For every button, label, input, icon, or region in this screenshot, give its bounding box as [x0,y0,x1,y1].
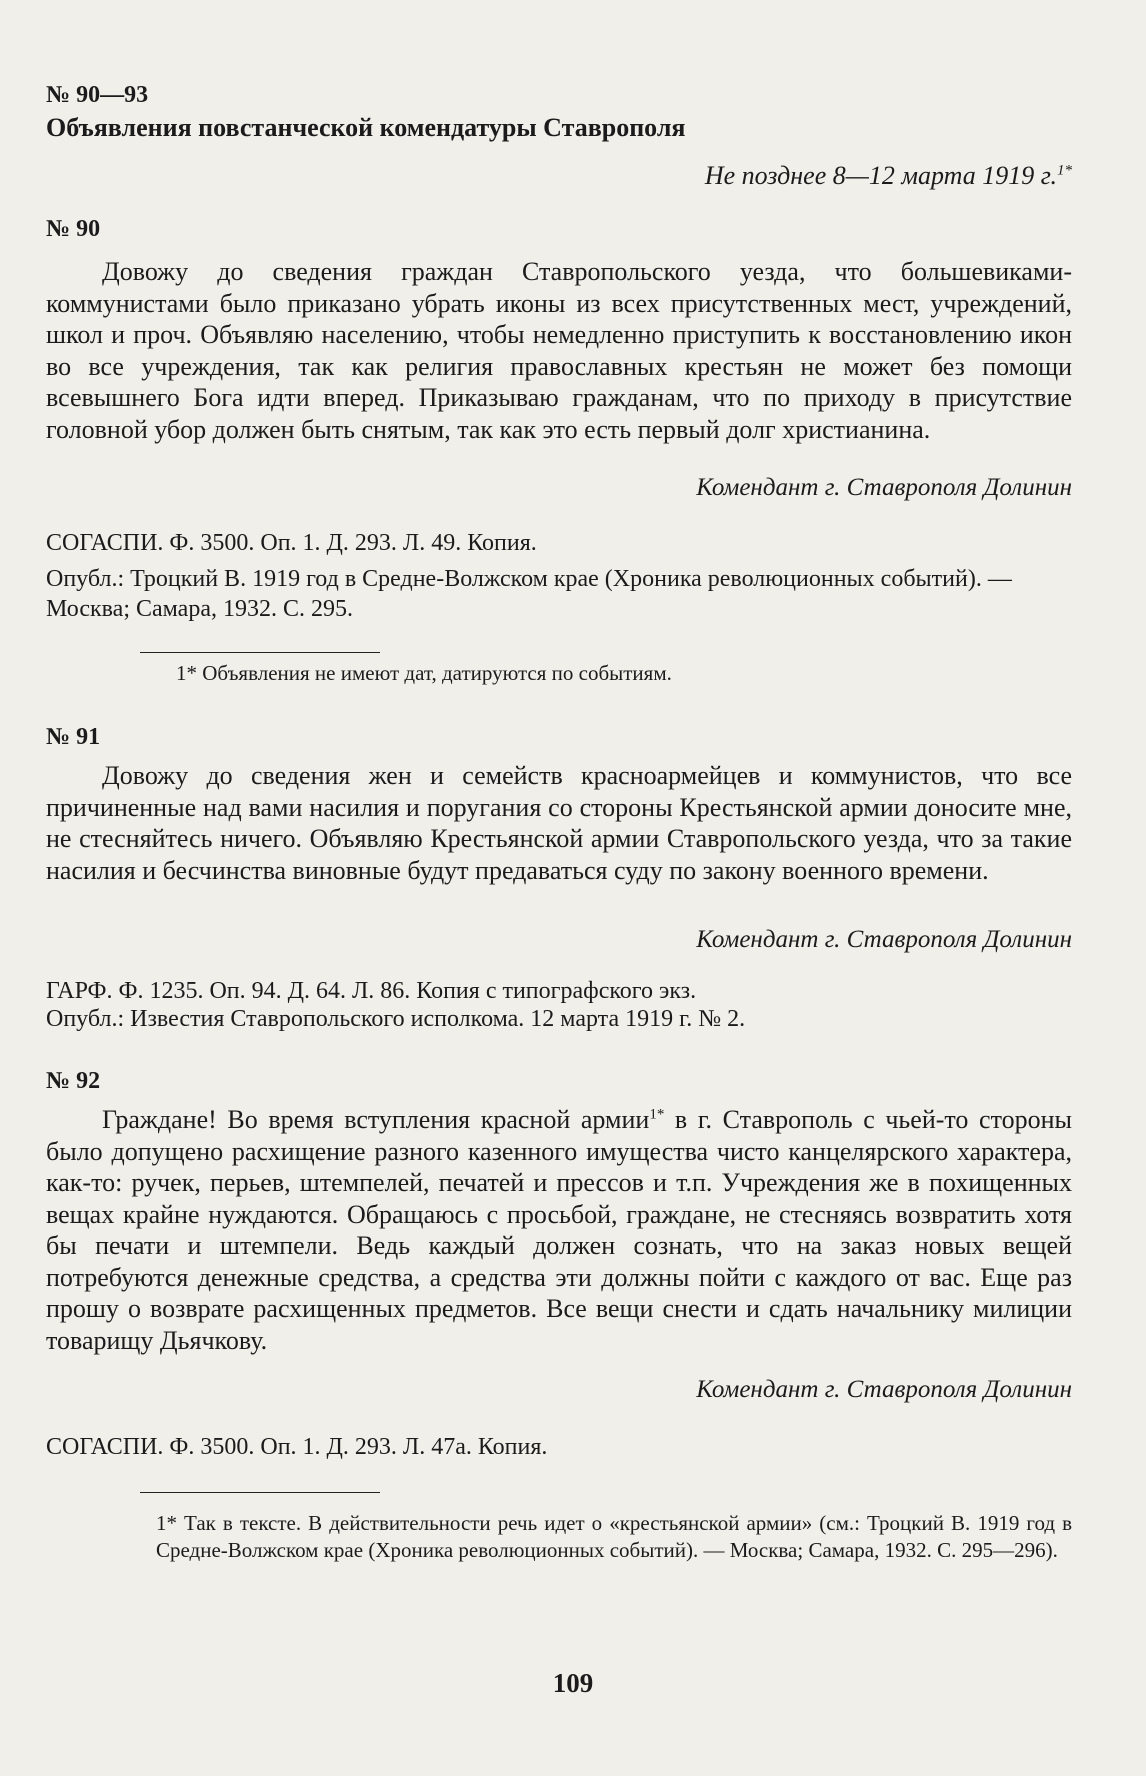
doc-91-number: № 91 [46,724,101,750]
footnote-divider [140,652,380,653]
date-text: Не позднее 8—12 марта 1919 г. [704,161,1057,190]
doc-92-footnote: 1* Так в тексте. В действительности речь идет о «крестьянской армии» (см.: Троцкий В. 1919 год в Средне-Волжском крае (Хроника революционных событий). — Москва; Самара, 1932. С. 295—296). [156,1511,1072,1562]
collection-number: № 90—93 [46,82,149,108]
doc-90-footnote: 1* Объявления не имеют дат, датируются по событиям. [176,661,672,685]
doc-90-publication-source: Опубл.: Троцкий В. 1919 год в Средне-Волжском крае (Хроника революционных событий). — Москва; Самара, 1932. С. 295. [46,566,1012,622]
doc-90-text: Довожу до сведения граждан Ставропольского уезда, что большевиками-коммунистами было приказано убрать иконы из всех присутственных мест, учреждений, школ и проч. Объявляю населению, чтобы немедленно приступить к восстановлению икон во все учреждения, так как религия православных крестьян не может без помощи всевышнего Бога идти вперед. Приказываю гражданам, что по приходу в присутствие головной убор должен быть снятым, так как это есть первый долг христианина. [46,257,1072,444]
doc-92-text [46,1104,1072,1356]
doc-90-archive-source: СОГАСПИ. Ф. 3500. Оп. 1. Д. 293. Л. 49. Копия. [46,530,537,556]
doc-92-text-start: Граждане! Во время вступления красной армии [102,1105,650,1134]
doc-90-signature: Комендант г. Ставрополя Долинин [696,474,1072,501]
footnote-divider-2 [140,1492,380,1493]
doc-91-signature: Комендант г. Ставрополя Долинин [696,926,1072,953]
doc-90-number: № 90 [46,216,101,242]
doc-92-signature: Комендант г. Ставрополя Долинин [696,1376,1072,1403]
date-footnote-mark: 1* [1057,162,1072,179]
doc-91-text: Довожу до сведения жен и семейств красноармейцев и коммунистов, что все причиненные над вами насилия и поругания со стороны Крестьянской армии доносите мне, не стесняйтесь ничего. Объявляю Крестьянской армии Ставропольского уезда, что за такие насилия и бесчинства виновные будут предаваться суду по закону военного времени. [46,761,1072,885]
page-number: 109 [552,1668,594,1698]
doc-91-publication-source: Опубл.: Известия Ставропольского исполкома. 12 марта 1919 г. № 2. [46,1006,746,1032]
doc-92-archive-source: СОГАСПИ. Ф. 3500. Оп. 1. Д. 293. Л. 47а. Копия. [46,1434,548,1460]
doc-91-archive-source: ГАРФ. Ф. 1235. Оп. 94. Д. 64. Л. 86. Копия с типографского экз. [46,978,697,1004]
doc-92-number: № 92 [46,1068,101,1094]
doc-92-footnote-mark: 1* [649,1106,665,1123]
collection-title: Объявления повстанческой комендатуры Ставрополя [46,113,686,142]
collection-date [46,160,1072,192]
doc-92-text-rest: в г. Ставрополь с чьей-то стороны было допущено расхищение разного казенного имущества чисто канцелярского характера, как-то: ручек, перьев, штемпелей, печатей и прессов и т.п. Учреждения же в похищенных вещах крайне нуждаются. Обращаюсь с просьбой, граждане, не стесняясь возвратить хотя бы печати и штемпели. Ведь каждый должен сознать, что на заказ новых вещей потребуются денежные средства, а средства эти должны пойти с каждого от вас. Еще раз прошу о возврате расхищенных предметов. Все вещи снести и сдать начальнику милиции товарищу Дьячкову. [46,1105,1072,1355]
